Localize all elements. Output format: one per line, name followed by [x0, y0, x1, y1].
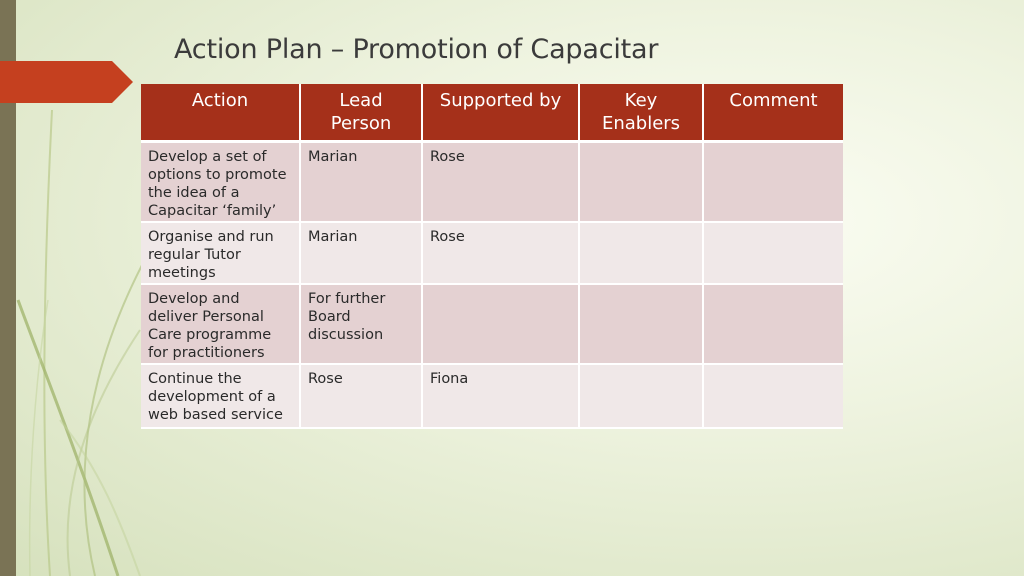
cell-lead-person: For further Board discussion — [300, 284, 422, 364]
cell-comment — [703, 222, 843, 284]
column-header-lead-person: Lead Person — [300, 84, 422, 142]
column-header-supported-by: Supported by — [422, 84, 579, 142]
cell-supported-by: Rose — [422, 222, 579, 284]
column-header-key-enablers: Key Enablers — [579, 84, 703, 142]
cell-key-enablers — [579, 284, 703, 364]
cell-key-enablers — [579, 222, 703, 284]
table-row — [141, 142, 843, 223]
table-header-row — [141, 84, 843, 142]
cell-action: Organise and run regular Tutor meetings — [141, 222, 300, 284]
cell-supported-by: Rose — [422, 142, 579, 223]
column-header-action: Action — [141, 84, 300, 142]
cell-key-enablers — [579, 142, 703, 223]
cell-action: Continue the development of a web based service — [141, 364, 300, 428]
cell-supported-by — [422, 284, 579, 364]
title-accent-tab — [0, 61, 133, 103]
cell-action: Develop a set of options to promote the idea of a Capacitar ‘family’ — [141, 142, 300, 223]
action-plan-table — [141, 84, 843, 429]
cell-comment — [703, 284, 843, 364]
cell-comment — [703, 142, 843, 223]
column-header-comment: Comment — [703, 84, 843, 142]
page-title: Action Plan – Promotion of Capacitar — [174, 34, 659, 65]
table-row — [141, 284, 843, 364]
cell-supported-by: Fiona — [422, 364, 579, 428]
cell-comment — [703, 364, 843, 428]
table-row — [141, 364, 843, 428]
cell-lead-person: Marian — [300, 222, 422, 284]
table-row — [141, 222, 843, 284]
cell-key-enablers — [579, 364, 703, 428]
cell-lead-person: Rose — [300, 364, 422, 428]
cell-action: Develop and deliver Personal Care programme for practitioners — [141, 284, 300, 364]
cell-lead-person: Marian — [300, 142, 422, 223]
